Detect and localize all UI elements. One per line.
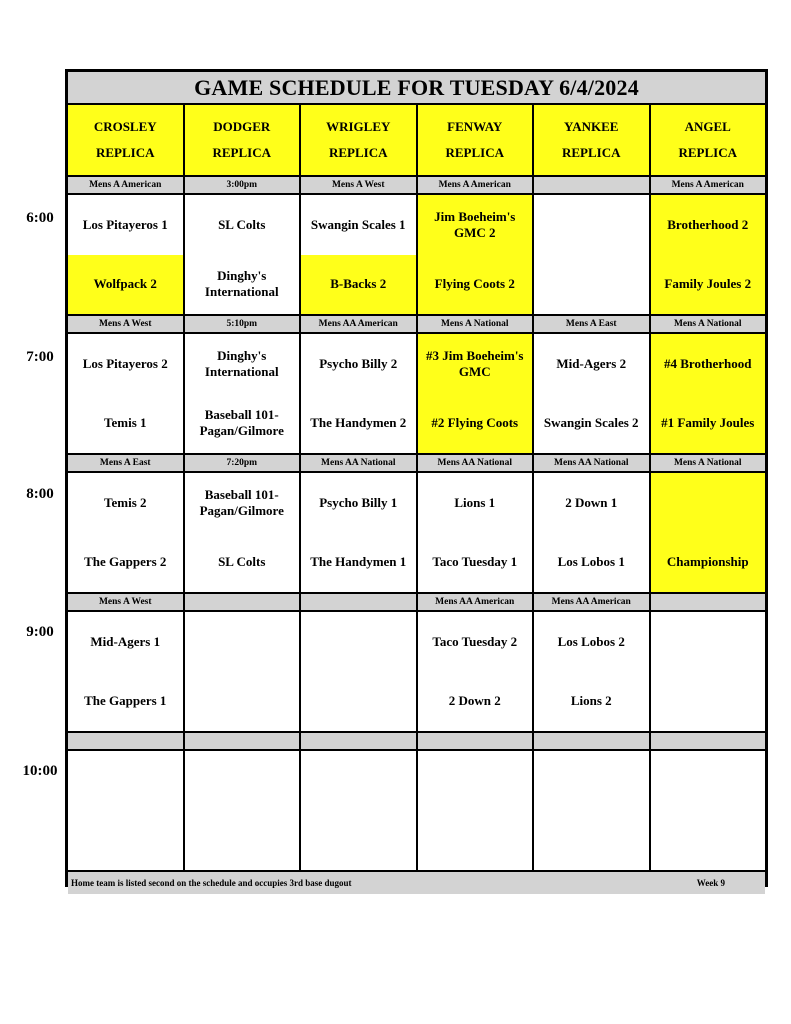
away-team: Swangin Scales 1	[310, 216, 406, 232]
away-team: Baseball 101-Pagan/Gilmore	[199, 486, 284, 518]
division-label	[534, 733, 649, 749]
division-label: Mens AA National	[418, 455, 533, 471]
game-block	[418, 195, 533, 314]
field-subtitle: REPLICA	[445, 145, 504, 160]
division-label: Mens AA National	[301, 455, 416, 471]
away-team: Dinghy's International	[204, 347, 279, 379]
division-label: 5:10pm	[185, 316, 300, 332]
time-label: 7:00	[26, 349, 54, 365]
division-label: Mens AA American	[301, 316, 416, 332]
home-team	[185, 811, 300, 871]
home-team	[185, 672, 300, 732]
time-label: 9:00	[26, 624, 54, 640]
game-block	[185, 195, 300, 314]
home-team: Taco Tuesday 1	[432, 554, 518, 570]
division-label	[418, 733, 533, 749]
game-block	[534, 612, 649, 731]
field-name: ANGEL	[684, 119, 731, 134]
away-team: Lions 1	[454, 494, 496, 510]
away-team: Taco Tuesday 2	[432, 633, 518, 649]
home-team: 2 Down 2	[448, 693, 501, 709]
division-label: Mens A National	[651, 316, 766, 332]
game-block	[185, 473, 300, 592]
division-label	[651, 733, 766, 749]
game-block	[301, 612, 416, 731]
home-team: Championship	[651, 533, 766, 593]
game-block	[418, 334, 533, 453]
time-label: 8:00	[26, 486, 54, 502]
away-team: Psycho Billy 2	[319, 355, 398, 371]
game-block	[68, 195, 183, 314]
schedule-grid	[65, 69, 768, 887]
home-team	[301, 811, 416, 871]
away-team	[185, 612, 300, 672]
division-label	[301, 733, 416, 749]
game-block	[68, 334, 183, 453]
field-header-dodger	[185, 105, 300, 175]
home-team: Wolfpack 2	[68, 255, 183, 315]
division-label	[301, 594, 416, 610]
away-team: #4 Brotherhood	[651, 334, 766, 394]
home-team	[418, 811, 533, 871]
away-team	[301, 751, 416, 811]
game-block	[301, 473, 416, 592]
away-team	[301, 612, 416, 672]
division-label: Mens AA American	[418, 594, 533, 610]
division-label	[68, 733, 183, 749]
division-label: 7:20pm	[185, 455, 300, 471]
division-label: Mens A National	[651, 455, 766, 471]
game-block	[185, 751, 300, 870]
footer-note: Home team is listed second on the schedule and occupies 3rd base dugout	[71, 878, 352, 888]
away-team	[534, 751, 649, 811]
division-label	[185, 594, 300, 610]
home-team: Temis 1	[104, 415, 147, 431]
division-label: Mens A National	[418, 316, 533, 332]
division-label	[651, 594, 766, 610]
away-team: Mid-Agers 2	[556, 355, 627, 371]
division-label: Mens A American	[418, 177, 533, 193]
field-header-wrigley	[301, 105, 416, 175]
home-team: The Gappers 2	[84, 554, 167, 570]
away-team: 2 Down 1	[565, 494, 618, 510]
game-block	[185, 334, 300, 453]
field-name: YANKEE	[564, 119, 619, 134]
away-team: Los Pitayeros 1	[82, 216, 168, 232]
game-block	[651, 334, 766, 453]
division-label	[185, 733, 300, 749]
away-team	[534, 195, 649, 255]
away-team: Brotherhood 2	[651, 195, 766, 255]
home-team	[534, 811, 649, 871]
away-team: Los Lobos 2	[557, 633, 625, 649]
home-team: Flying Coots 2	[418, 255, 533, 315]
game-block	[651, 195, 766, 314]
game-block	[418, 473, 533, 592]
division-label: Mens A West	[301, 177, 416, 193]
away-team: Temis 2	[104, 494, 147, 510]
home-team: #2 Flying Coots	[418, 394, 533, 454]
division-label: 3:00pm	[185, 177, 300, 193]
home-team: Baseball 101-Pagan/Gilmore	[199, 407, 284, 439]
division-label: Mens A East	[68, 455, 183, 471]
field-name: WRIGLEY	[326, 119, 391, 134]
away-team	[418, 751, 533, 811]
away-team: SL Colts	[218, 216, 266, 232]
away-team: Psycho Billy 1	[319, 494, 398, 510]
home-team: The Gappers 1	[84, 693, 167, 709]
week-label: Week 9	[696, 878, 725, 888]
home-team: Family Joules 2	[651, 255, 766, 315]
home-team	[301, 672, 416, 732]
game-block	[68, 612, 183, 731]
field-subtitle: REPLICA	[95, 145, 155, 160]
division-label: Mens A East	[534, 316, 649, 332]
game-block	[534, 195, 649, 314]
home-team	[534, 255, 649, 315]
field-header-angel	[651, 105, 766, 175]
division-label: Mens A West	[68, 316, 183, 332]
division-label: Mens AA American	[534, 594, 649, 610]
home-team: Dinghy's International	[204, 268, 279, 300]
home-team	[651, 672, 766, 732]
game-block	[418, 751, 533, 870]
home-team: The Handymen 2	[310, 415, 407, 431]
game-block	[301, 334, 416, 453]
game-block	[68, 473, 183, 592]
division-label: Mens A West	[68, 594, 183, 610]
away-team	[68, 751, 183, 811]
field-name: FENWAY	[447, 119, 503, 134]
field-subtitle: REPLICA	[212, 145, 271, 160]
game-block	[651, 751, 766, 870]
footer-bar	[68, 872, 765, 894]
home-team: #1 Family Joules	[651, 394, 766, 454]
away-team	[651, 473, 766, 533]
game-block	[534, 751, 649, 870]
away-team: Mid-Agers 1	[90, 633, 161, 649]
away-team	[651, 612, 766, 672]
away-team	[651, 751, 766, 811]
division-label: Mens A American	[651, 177, 766, 193]
game-block	[418, 612, 533, 731]
division-label: Mens AA National	[534, 455, 649, 471]
field-subtitle: REPLICA	[561, 145, 621, 160]
field-subtitle: REPLICA	[328, 145, 388, 160]
time-label: 10:00	[22, 763, 58, 779]
field-name: DODGER	[213, 119, 271, 134]
division-label	[534, 177, 649, 193]
home-team	[68, 811, 183, 871]
game-block	[301, 751, 416, 870]
home-team: Los Lobos 1	[557, 554, 625, 570]
game-block	[534, 473, 649, 592]
away-team: Los Pitayeros 2	[82, 355, 168, 371]
home-team: Swangin Scales 2	[543, 415, 639, 431]
game-block	[185, 612, 300, 731]
field-header-crosley	[68, 105, 183, 175]
page-title: GAME SCHEDULE FOR TUESDAY 6/4/2024	[68, 72, 765, 103]
game-block	[651, 612, 766, 731]
home-team: SL Colts	[218, 554, 266, 570]
away-team	[185, 751, 300, 811]
field-header-yankee	[534, 105, 649, 175]
away-team: Jim Boeheim's GMC 2	[418, 195, 533, 255]
home-team: Lions 2	[570, 693, 612, 709]
game-block	[301, 195, 416, 314]
game-block	[68, 751, 183, 870]
division-label: Mens A American	[68, 177, 183, 193]
game-block	[534, 334, 649, 453]
home-team: B-Backs 2	[301, 255, 416, 315]
home-team	[651, 811, 766, 871]
field-name: CROSLEY	[93, 119, 157, 134]
home-team: The Handymen 1	[310, 554, 407, 570]
field-header-fenway	[418, 105, 533, 175]
time-label: 6:00	[26, 210, 54, 226]
field-subtitle: REPLICA	[678, 145, 737, 160]
game-block	[651, 473, 766, 592]
away-team: #3 Jim Boeheim's GMC	[418, 334, 533, 394]
